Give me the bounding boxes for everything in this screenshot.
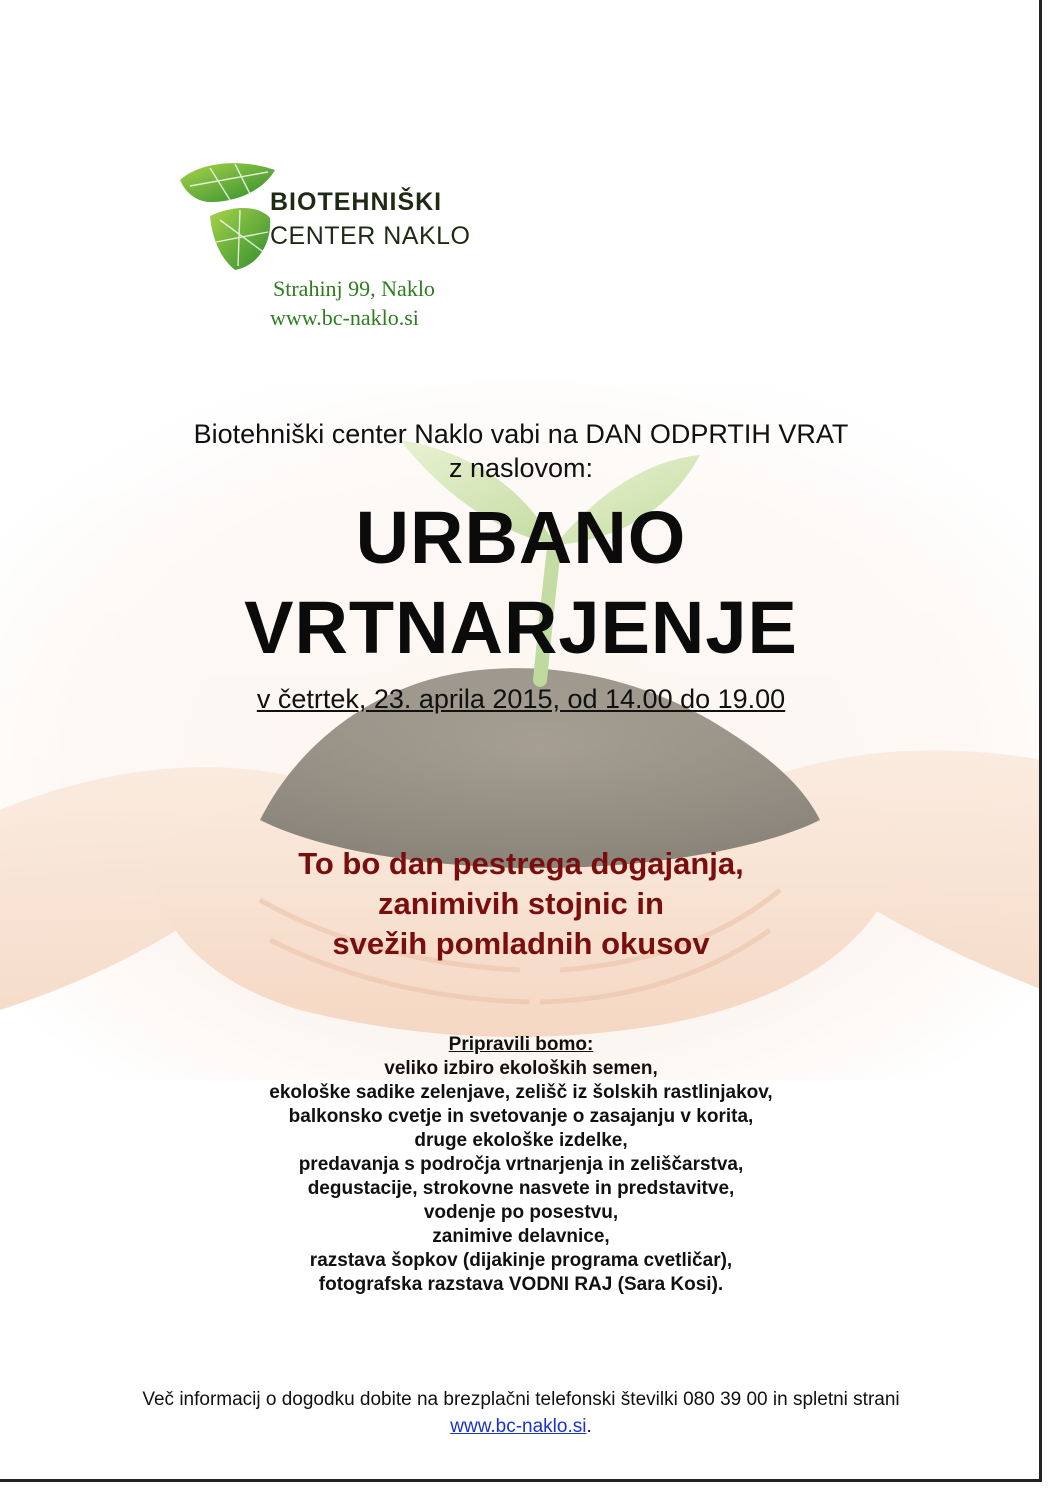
program-item: zanimive delavnice,: [432, 1226, 610, 1247]
hands-soil-seedling-photo: [0, 380, 1042, 1080]
footer-info: [0, 1386, 1042, 1440]
program-item: vodenje po posestvu,: [423, 1202, 619, 1223]
footer-link-row: [0, 1413, 1042, 1440]
event-date: v četrtek, 23. aprila 2015, od 14.00 do 19.00: [256, 684, 786, 714]
invite-line-2: z naslovom:: [448, 453, 594, 483]
logo-title: BIOTEHNIŠKI: [270, 188, 443, 216]
program-heading: Pripravili bomo:: [448, 1034, 594, 1055]
footer-web-link[interactable]: www.bc-naklo.si: [450, 1416, 587, 1437]
invite-line-1: Biotehniški center Naklo vabi na DAN ODPRTIH VRAT: [193, 419, 849, 449]
address-street: Strahinj 99, Naklo: [273, 276, 435, 301]
address-web-link[interactable]: www.bc-naklo.si: [270, 305, 419, 330]
program-item: ekološke sadike zelenjave, zelišč iz šolskih rastlinjakov,: [269, 1082, 773, 1103]
program-item: predavanja s področja vrtnarjenja in zeliščarstva,: [298, 1154, 744, 1175]
promo-line-3: svežih pomladnih okusov: [332, 926, 710, 961]
program-list: [0, 1033, 1042, 1297]
promo-line-2: zanimivih stojnic in: [378, 886, 664, 921]
title-line-2: VRTNARJENJE: [244, 586, 798, 669]
biotehniski-logo-icon: [180, 158, 460, 278]
program-item: fotografska razstava VODNI RAJ (Sara Kosi).: [318, 1274, 724, 1295]
program-item: druge ekološke izdelke,: [414, 1130, 628, 1151]
program-item: veliko izbiro ekoloških semen,: [384, 1058, 658, 1079]
program-item: razstava šopkov (dijakinje programa cvetličar),: [309, 1250, 733, 1271]
logo-subtitle: CENTER NAKLO: [270, 222, 471, 250]
footer-text: Več informacij o dogodku dobite na brezplačni telefonski številki 080 39 00 in spletni strani: [142, 1389, 900, 1410]
title-line-1: URBANO: [355, 496, 687, 579]
promo-line-1: To bo dan pestrega dogajanja,: [298, 846, 744, 881]
footer-suffix: .: [586, 1416, 592, 1437]
program-item: balkonsko cvetje in svetovanje o zasajanju v korita,: [288, 1106, 754, 1127]
program-item: degustacije, strokovne nasvete in predstavitve,: [307, 1178, 735, 1199]
